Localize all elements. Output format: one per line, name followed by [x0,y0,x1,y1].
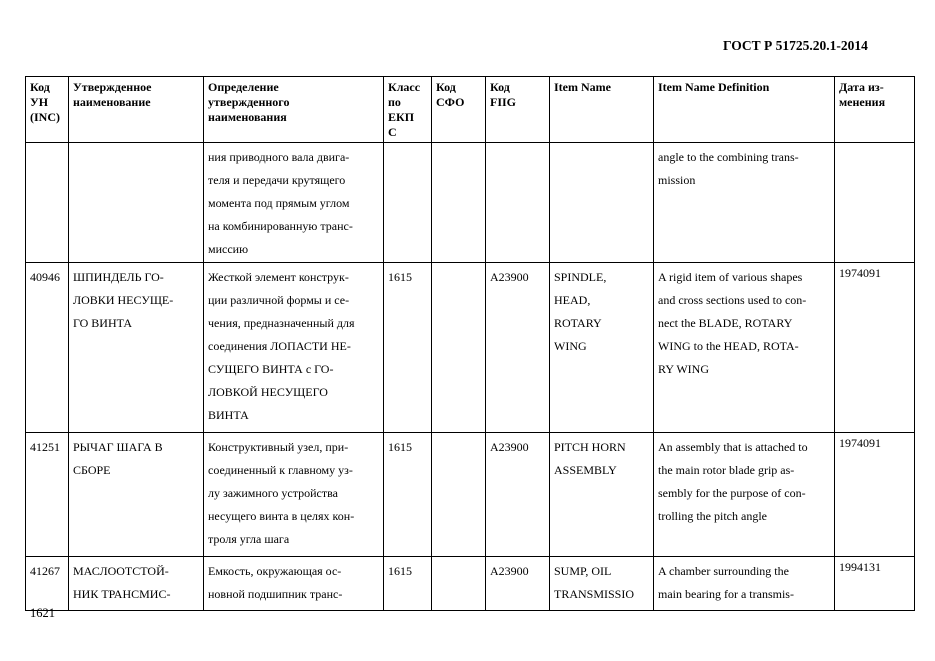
standard-number: ГОСТ Р 51725.20.1-2014 [723,38,868,53]
class-cell: 1615 [384,433,432,557]
text-line: новной подшипник транс- [208,587,343,601]
col-header-sfo: Код СФО [432,77,486,143]
text-line: ния приводного вала двига- [208,150,350,164]
item-definition-cell [654,433,835,557]
approved-name-cell [69,557,204,611]
date-cell: 1994131 [835,557,915,611]
text-line: main bearing for a transmis- [658,587,794,601]
definition-cell [204,557,384,611]
table-row [26,143,915,263]
text-line: теля и передачи крутящего [208,173,346,187]
text-line: sembly for the purpose of con- [658,486,806,500]
text-line: Емкость, окружающая ос- [208,564,342,578]
inc-cell: 41251 [26,433,69,557]
text-line: чения, предназначенный для [208,316,355,330]
text-line: лу зажимного устройства [208,486,338,500]
catalog-table [25,76,915,611]
text-line: СБОРЕ [73,463,111,477]
fiig-cell [486,143,550,263]
text-line: ВИНТА [208,408,249,422]
text-line: несущего винта в целях кон- [208,509,355,523]
text-line: RY WING [658,362,709,376]
definition-cell [204,263,384,433]
class-cell: 1615 [384,557,432,611]
fiig-cell: A23900 [486,557,550,611]
text-line: and cross sections used to con- [658,293,807,307]
text-line: An assembly that is attached to [658,440,808,454]
text-line: НИК ТРАНСМИС- [73,587,171,601]
text-line: соединенный к главному уз- [208,463,353,477]
item-name-cell [550,143,654,263]
text-line: TRANSMISSIO [554,587,635,601]
text-line: A chamber surrounding the [658,564,789,578]
text-line: HEAD, [554,293,591,307]
page-number: 1621 [30,606,55,620]
item-name-cell [550,433,654,557]
text-line: SPINDLE, [554,270,607,284]
text-line: SUMP, OIL [554,564,612,578]
date-cell: 1974091 [835,263,915,433]
col-header-item-definition: Item Name Definition [654,77,835,143]
text-line: angle to the combining trans- [658,150,799,164]
text-line: ШПИНДЕЛЬ ГО- [73,270,164,284]
header-row [26,77,915,143]
item-definition-cell [654,143,835,263]
col-header-item-name: Item Name [550,77,654,143]
text-line: ROTARY [554,316,602,330]
text-line: на комбинированную транс- [208,219,353,233]
approved-name-cell [69,263,204,433]
text-line: WING [554,339,587,353]
col-header-inc: Код УН (INC) [26,77,69,143]
inc-cell: 41267 [26,557,69,611]
sfo-cell [432,263,486,433]
inc-cell: 40946 [26,263,69,433]
class-cell: 1615 [384,263,432,433]
sfo-cell [432,557,486,611]
text-line: соединения ЛОПАСТИ НЕ- [208,339,351,353]
text-line: ЛОВКИ НЕСУЩЕ- [73,293,174,307]
fiig-cell: A23900 [486,263,550,433]
text-line: nect the BLADE, ROTARY [658,316,793,330]
fiig-cell: A23900 [486,433,550,557]
table-row [26,433,915,557]
col-header-approved-name: Утвержденное наименование [69,77,204,143]
col-header-date: Дата из- менения [835,77,915,143]
item-name-cell [550,557,654,611]
item-definition-cell [654,557,835,611]
text-line: миссию [208,242,249,256]
col-header-definition: Определение утвержденного наименования [204,77,384,143]
text-line: момента под прямым углом [208,196,350,210]
text-line: ции различной формы и се- [208,293,350,307]
text-line: Жесткой элемент конструк- [208,270,349,284]
sfo-cell [432,143,486,263]
sfo-cell [432,433,486,557]
definition-cell [204,433,384,557]
text-line: the main rotor blade grip as- [658,463,795,477]
item-definition-cell [654,263,835,433]
date-cell: 1974091 [835,433,915,557]
text-line: РЫЧАГ ШАГА В [73,440,163,454]
item-name-cell [550,263,654,433]
col-header-fiig: Код FIIG [486,77,550,143]
text-line: троля угла шага [208,532,290,546]
text-line: МАСЛООТСТОЙ- [73,564,169,578]
text-line: Конструктивный узел, при- [208,440,349,454]
approved-name-cell [69,433,204,557]
text-line: A rigid item of various shapes [658,270,803,284]
table-row [26,263,915,433]
col-header-class: Класс по ЕКП С [384,77,432,143]
text-line: ЛОВКОЙ НЕСУЩЕГО [208,385,328,399]
text-line: mission [658,173,696,187]
table-row [26,557,915,611]
text-line: ASSEMBLY [554,463,617,477]
text-line: СУЩЕГО ВИНТА с ГО- [208,362,334,376]
definition-cell [204,143,384,263]
class-cell [384,143,432,263]
text-line: trolling the pitch angle [658,509,767,523]
text-line: PITCH HORN [554,440,626,454]
date-cell [835,143,915,263]
approved-name-cell [69,143,204,263]
text-line: ГО ВИНТА [73,316,133,330]
inc-cell [26,143,69,263]
text-line: WING to the HEAD, ROTA- [658,339,799,353]
